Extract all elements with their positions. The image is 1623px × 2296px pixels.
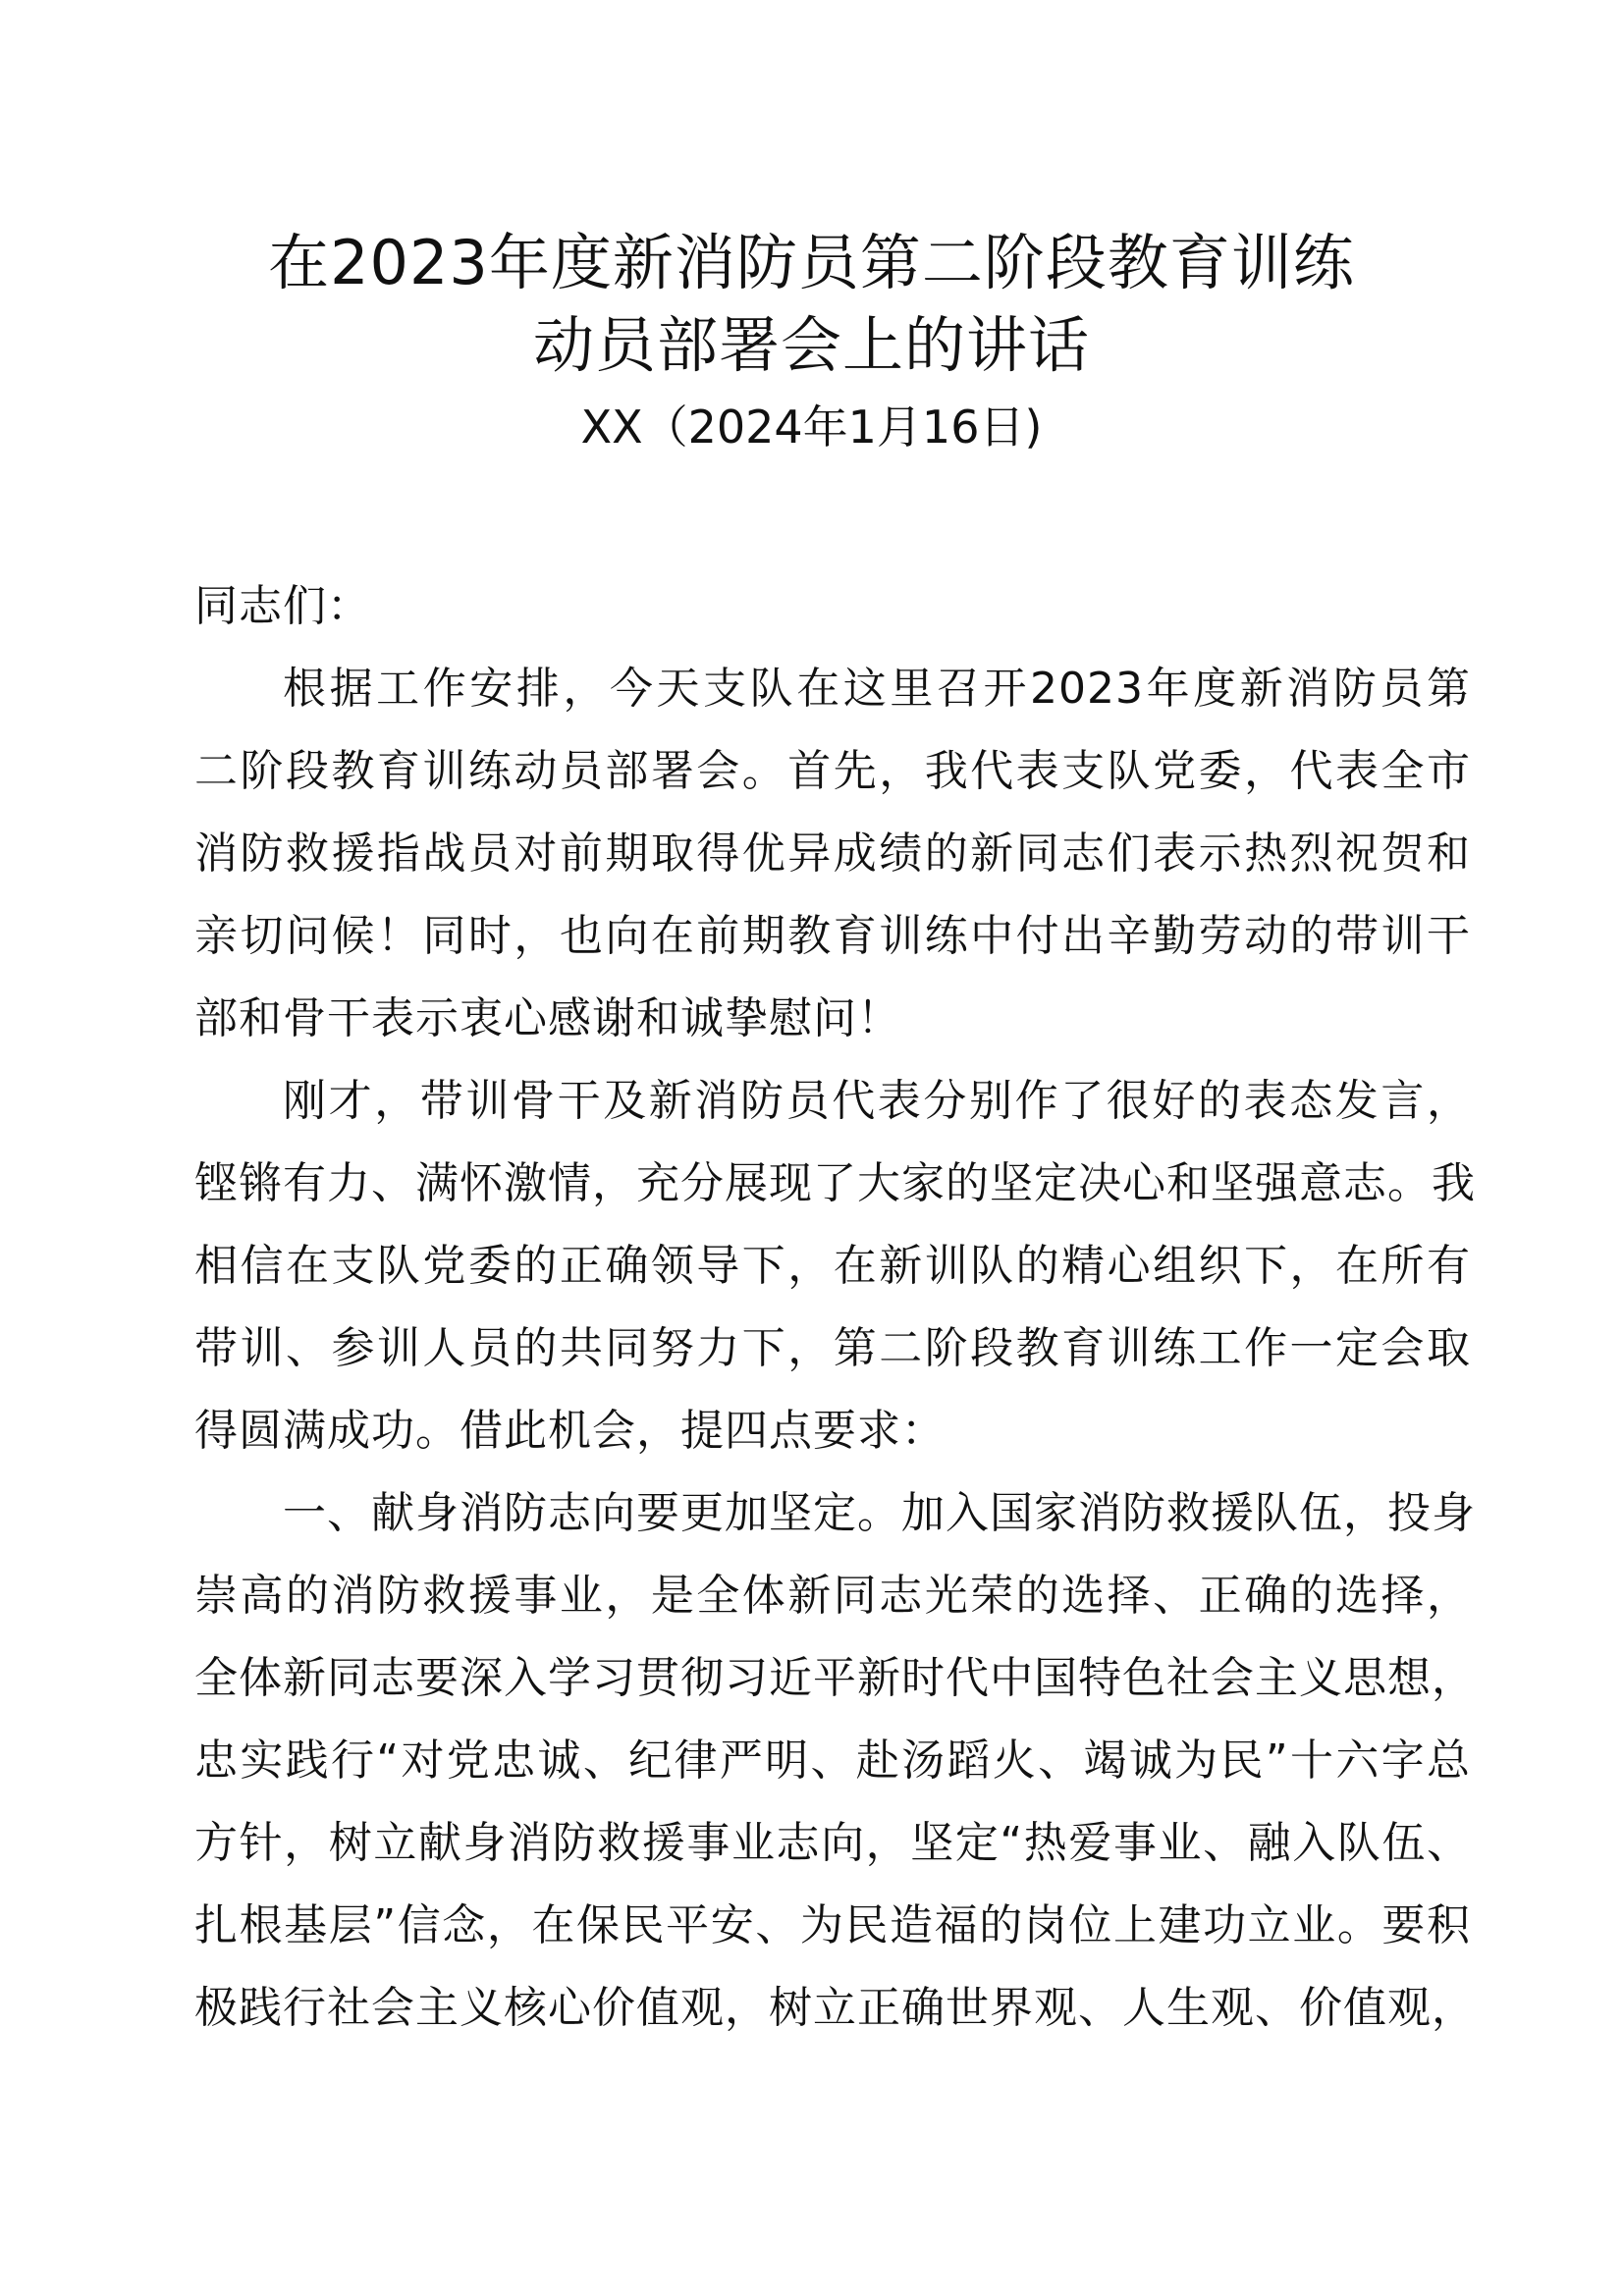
body-line: 一、献身消防志向要更加坚定。加入国家消防救援队伍，投身	[283, 1488, 1476, 1538]
document-title-line-1: 在2023年度新消防员第二阶段教育训练	[268, 227, 1355, 298]
salutation: 同志们：	[194, 581, 371, 631]
body-line: 扎根基层”信念，在保民平安、为民造福的岗位上建功立业。要积	[194, 1900, 1471, 1950]
body-line: 极践行社会主义核心价值观，树立正确世界观、人生观、价值观，	[194, 1983, 1476, 2033]
body-line: 崇高的消防救援事业，是全体新同志光荣的选择、正确的选择，	[194, 1571, 1471, 1621]
body-line: 带训、参训人员的共同努力下，第二阶段教育训练工作一定会取	[194, 1323, 1471, 1373]
body-line: 二阶段教育训练动员部署会。首先，我代表支队党委，代表全市	[194, 746, 1471, 796]
body-line: 铿锵有力、满怀激情，充分展现了大家的坚定决心和坚强意志。我	[194, 1158, 1476, 1208]
body-line: 相信在支队党委的正确领导下，在新训队的精心组织下，在所有	[194, 1241, 1471, 1291]
body-line: 忠实践行“对党忠诚、纪律严明、赴汤蹈火、竭诚为民”十六字总	[194, 1735, 1471, 1786]
document-title-line-2: 动员部署会上的讲话	[532, 309, 1090, 381]
body-line: 亲切问候！同时，也向在前期教育训练中付出辛勤劳动的带训干	[194, 911, 1471, 961]
body-line: 得圆满成功。借此机会，提四点要求：	[194, 1406, 946, 1456]
body-line: 全体新同志要深入学习贯彻习近平新时代中国特色社会主义思想，	[194, 1653, 1476, 1703]
body-line: 部和骨干表示衷心感谢和诚挚慰问！	[194, 993, 901, 1043]
body-line: 根据工作安排，今天支队在这里召开2023年度新消防员第	[283, 664, 1471, 714]
body-line: 刚才，带训骨干及新消防员代表分别作了很好的表态发言，	[283, 1076, 1471, 1126]
body-line: 消防救援指战员对前期取得优异成绩的新同志们表示热烈祝贺和	[194, 828, 1471, 879]
body-line: 方针，树立献身消防救援事业志向，坚定“热爱事业、融入队伍、	[194, 1818, 1471, 1868]
document-byline: XX（2024年1月16日)	[580, 400, 1043, 454]
